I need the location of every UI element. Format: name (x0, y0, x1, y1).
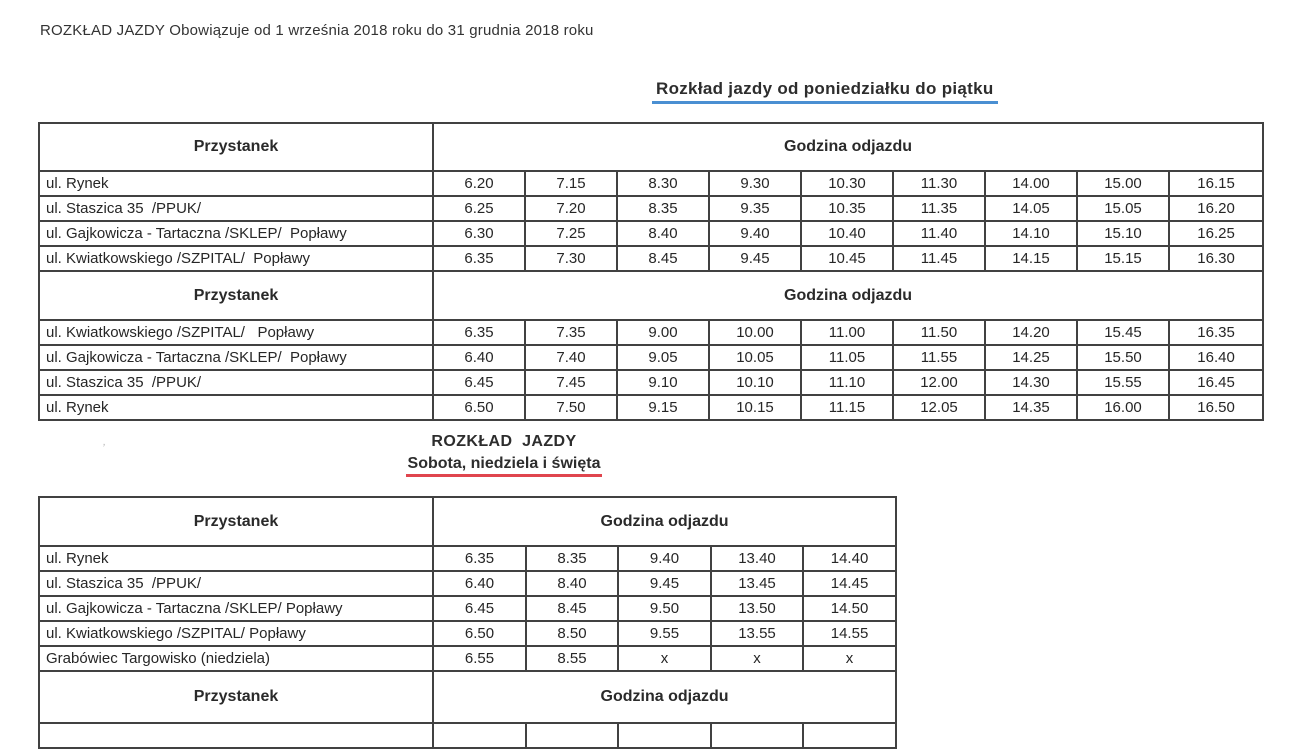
time-cell: 9.35 (709, 196, 801, 221)
time-cell: 8.40 (617, 221, 709, 246)
stop-cell: ul. Kwiatkowskiego /SZPITAL/ Popławy (39, 320, 433, 345)
time-cell: 13.50 (711, 596, 803, 621)
table-row (39, 646, 896, 671)
time-cell: 14.55 (803, 621, 896, 646)
time-cell: 16.35 (1169, 320, 1263, 345)
time-cell: 9.10 (617, 370, 709, 395)
time-cell: x (618, 646, 711, 671)
time-cell: x (803, 646, 896, 671)
time-cell: 14.45 (803, 571, 896, 596)
time-cell: 6.40 (433, 571, 526, 596)
table-row (39, 596, 896, 621)
time-cell: 14.40 (803, 546, 896, 571)
time-cell (433, 723, 526, 748)
time-cell: 16.20 (1169, 196, 1263, 221)
time-cell: 8.35 (526, 546, 618, 571)
weekend-title-line1: ROZKŁAD JAZDY (431, 433, 577, 450)
time-cell: 6.55 (433, 646, 526, 671)
time-cell: 8.50 (526, 621, 618, 646)
time-cell: 11.05 (801, 345, 893, 370)
table-row (39, 246, 1263, 271)
time-cell: 10.35 (801, 196, 893, 221)
stop-cell: ul. Gajkowicza - Tartaczna /SKLEP/ Popławy (39, 221, 433, 246)
stop-cell: ul. Staszica 35 /PPUK/ (39, 196, 433, 221)
return-header-row (39, 271, 1263, 320)
time-cell: x (711, 646, 803, 671)
time-cell: 6.45 (433, 596, 526, 621)
stop-cell: ul. Gajkowicza - Tartaczna /SKLEP/ Popławy (39, 345, 433, 370)
table-row (39, 370, 1263, 395)
outbound-header-row (39, 123, 1263, 171)
time-cell: 6.30 (433, 221, 525, 246)
time-cell: 13.55 (711, 621, 803, 646)
time-cell: 9.50 (618, 596, 711, 621)
time-cell (803, 723, 896, 748)
departure-time-column-header: Godzina odjazdu (433, 671, 896, 723)
time-cell: 10.45 (801, 246, 893, 271)
time-cell: 10.30 (801, 171, 893, 196)
table-row (39, 196, 1263, 221)
stop-cell: ul. Gajkowicza - Tartaczna /SKLEP/ Popławy (39, 596, 433, 621)
stop-cell: ul. Rynek (39, 395, 433, 420)
time-cell: 15.45 (1077, 320, 1169, 345)
time-cell: 14.50 (803, 596, 896, 621)
time-cell: 6.45 (433, 370, 525, 395)
weekend-return-header-row (39, 671, 896, 723)
time-cell: 16.25 (1169, 221, 1263, 246)
time-cell: 14.35 (985, 395, 1077, 420)
stop-column-header: Przystanek (39, 497, 433, 546)
time-cell: 11.55 (893, 345, 985, 370)
time-cell: 9.30 (709, 171, 801, 196)
time-cell: 10.05 (709, 345, 801, 370)
time-cell: 16.50 (1169, 395, 1263, 420)
time-cell: 8.40 (526, 571, 618, 596)
time-cell: 10.00 (709, 320, 801, 345)
time-cell: 7.30 (525, 246, 617, 271)
time-cell: 10.15 (709, 395, 801, 420)
table-row (39, 171, 1263, 196)
stop-cell: Grabówiec Targowisko (niedziela) (39, 646, 433, 671)
time-cell: 6.40 (433, 345, 525, 370)
time-cell: 6.50 (433, 621, 526, 646)
departure-time-column-header: Godzina odjazdu (433, 123, 1263, 171)
table-row (39, 621, 896, 646)
time-cell: 7.40 (525, 345, 617, 370)
time-cell: 16.30 (1169, 246, 1263, 271)
time-cell: 11.10 (801, 370, 893, 395)
time-cell: 9.55 (618, 621, 711, 646)
time-cell: 6.20 (433, 171, 525, 196)
weekend-section-title (334, 433, 674, 477)
time-cell (618, 723, 711, 748)
time-cell (526, 723, 618, 748)
time-cell: 16.15 (1169, 171, 1263, 196)
stop-column-header: Przystanek (39, 123, 433, 171)
partial-row-cut-off (39, 723, 896, 748)
time-cell: 8.30 (617, 171, 709, 196)
time-cell: 9.00 (617, 320, 709, 345)
time-cell: 9.45 (709, 246, 801, 271)
departure-time-column-header: Godzina odjazdu (433, 271, 1263, 320)
time-cell: 7.15 (525, 171, 617, 196)
time-cell: 7.25 (525, 221, 617, 246)
weekend-title-line2: Sobota, niedziela i święta (406, 455, 603, 477)
stop-column-header: Przystanek (39, 671, 433, 723)
time-cell: 15.55 (1077, 370, 1169, 395)
scan-artifact: ’ (100, 440, 107, 456)
time-cell: 15.05 (1077, 196, 1169, 221)
time-cell: 7.50 (525, 395, 617, 420)
time-cell: 16.45 (1169, 370, 1263, 395)
departure-time-column-header: Godzina odjazdu (433, 497, 896, 546)
time-cell: 14.25 (985, 345, 1077, 370)
table-row (39, 320, 1263, 345)
time-cell: 6.50 (433, 395, 525, 420)
time-cell: 7.35 (525, 320, 617, 345)
stop-cell (39, 723, 433, 748)
time-cell: 8.45 (526, 596, 618, 621)
time-cell: 14.10 (985, 221, 1077, 246)
time-cell: 11.50 (893, 320, 985, 345)
table-row (39, 546, 896, 571)
time-cell: 6.35 (433, 546, 526, 571)
table-row (39, 571, 896, 596)
time-cell: 14.30 (985, 370, 1077, 395)
stop-cell: ul. Rynek (39, 171, 433, 196)
time-cell: 10.10 (709, 370, 801, 395)
stop-cell: ul. Staszica 35 /PPUK/ (39, 571, 433, 596)
time-cell: 14.20 (985, 320, 1077, 345)
time-cell: 6.25 (433, 196, 525, 221)
table-row (39, 221, 1263, 246)
time-cell: 16.40 (1169, 345, 1263, 370)
table-row (39, 395, 1263, 420)
time-cell: 11.35 (893, 196, 985, 221)
time-cell: 8.45 (617, 246, 709, 271)
time-cell: 7.45 (525, 370, 617, 395)
time-cell: 6.35 (433, 246, 525, 271)
time-cell: 16.00 (1077, 395, 1169, 420)
time-cell: 9.15 (617, 395, 709, 420)
stop-cell: ul. Staszica 35 /PPUK/ (39, 370, 433, 395)
time-cell: 11.00 (801, 320, 893, 345)
stop-cell: ul. Rynek (39, 546, 433, 571)
time-cell: 15.10 (1077, 221, 1169, 246)
weekend-timetable (38, 496, 897, 749)
time-cell: 15.15 (1077, 246, 1169, 271)
weekday-section-title: Rozkład jazdy od poniedziałku do piątku (652, 79, 998, 104)
time-cell: 9.05 (617, 345, 709, 370)
stop-column-header: Przystanek (39, 271, 433, 320)
time-cell: 9.45 (618, 571, 711, 596)
document-validity-header: ROZKŁAD JAZDY Obowiązuje od 1 września 2018 roku do 31 grudnia 2018 roku (40, 22, 594, 39)
stop-cell: ul. Kwiatkowskiego /SZPITAL/ Popławy (39, 621, 433, 646)
time-cell (711, 723, 803, 748)
time-cell: 11.15 (801, 395, 893, 420)
time-cell: 6.35 (433, 320, 525, 345)
time-cell: 8.35 (617, 196, 709, 221)
time-cell: 14.15 (985, 246, 1077, 271)
time-cell: 11.30 (893, 171, 985, 196)
time-cell: 13.40 (711, 546, 803, 571)
time-cell: 13.45 (711, 571, 803, 596)
weekday-timetable (38, 122, 1264, 421)
time-cell: 7.20 (525, 196, 617, 221)
time-cell: 15.50 (1077, 345, 1169, 370)
stop-cell: ul. Kwiatkowskiego /SZPITAL/ Popławy (39, 246, 433, 271)
time-cell: 9.40 (618, 546, 711, 571)
time-cell: 14.05 (985, 196, 1077, 221)
time-cell: 9.40 (709, 221, 801, 246)
table-row (39, 345, 1263, 370)
time-cell: 10.40 (801, 221, 893, 246)
weekend-header-row (39, 497, 896, 546)
time-cell: 14.00 (985, 171, 1077, 196)
time-cell: 12.00 (893, 370, 985, 395)
time-cell: 11.40 (893, 221, 985, 246)
time-cell: 12.05 (893, 395, 985, 420)
time-cell: 8.55 (526, 646, 618, 671)
time-cell: 15.00 (1077, 171, 1169, 196)
time-cell: 11.45 (893, 246, 985, 271)
